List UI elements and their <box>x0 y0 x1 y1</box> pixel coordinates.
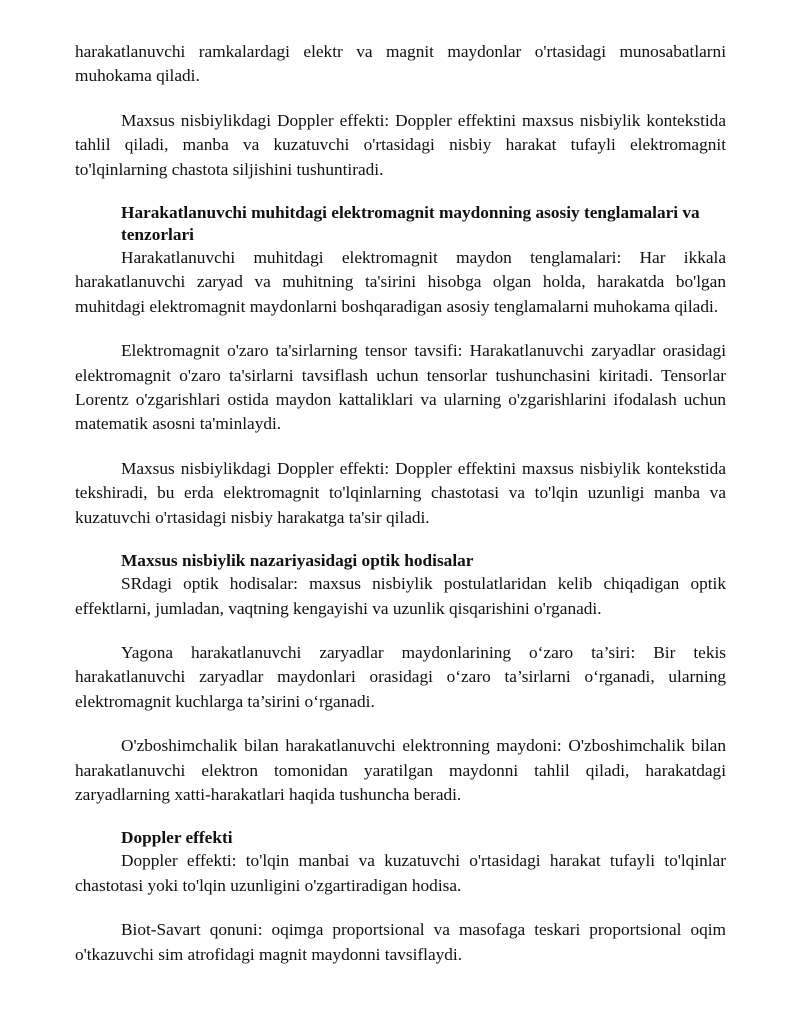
section-heading-doppler: Doppler effekti <box>121 828 233 848</box>
paragraph-doppler-sr-2: Maxsus nisbiylikdagi Doppler effekti: Doppler effektini maxsus nisbiylik kontekstida tekshiradi, bu erda elektromagnit to'lqinlarning chastotasi va to'lqin uzunligi manba va kuzatuvchi o'rtasidagi nisbiy harakatga ta'sir qiladi. <box>75 458 726 527</box>
paragraph-arbitrary-electron: O'zboshimchalik bilan harakatlanuvchi elektronning maydoni: O'zboshimchalik bilan harakatlanuvchi elektron tomonidan yaratilgan maydonni tahlil qiladi, harakatdagi zaryadlarning xatti-harakatlari haqida tushuncha beradi. <box>75 736 726 804</box>
paragraph-biot-savart: Biot-Savart qonuni: oqimga proportsional va masofaga teskari proportsional oqim o'tkazuvchi sim atrofidagi magnit maydonni tavsiflaydi. <box>75 920 726 964</box>
paragraph-doppler-definition: Doppler effekti: to'lqin manbai va kuzatuvchi o'rtasidagi harakat tufayli to'lqinlar chastotasi yoki to'lqin uzunligini o'zgartiradigan hodisa. <box>75 851 726 895</box>
paragraph-uniform-charges: Yagona harakatlanuvchi zaryadlar maydonlarining o‘zaro ta’siri: Bir tekis harakatlanuvchi zaryadlar maydonlari orasidagi o‘zaro ta’sirlarni o‘rganadi, ularning elektromagnit kuchlarga ta’sirini o‘rganadi. <box>75 642 726 711</box>
paragraph-sr-optics: SRdagi optik hodisalar: maxsus nisbiylik postulatlaridan kelib chiqadigan optik effektlarni, jumladan, vaqtning kengayishi va uzunlik qisqarishini o'rganadi. <box>75 574 726 618</box>
section-heading-optical-phenomena: Maxsus nisbiylik nazariyasidagi optik hodisalar <box>121 551 474 571</box>
paragraph-continuation: harakatlanuvchi ramkalardagi elektr va magnit maydonlar o'rtasidagi munosabatlarni muhokama qiladi. <box>75 42 726 86</box>
section-heading-moving-media: Harakatlanuvchi muhitdagi elektromagnit maydonning asosiy tenglamalari va tenzorlari <box>121 203 700 245</box>
paragraph-tensor-description: Elektromagnit o'zaro ta'sirlarning tensor tavsifi: Harakatlanuvchi zaryadlar orasidagi elektromagnit o'zaro ta'sirlarni tavsiflash uchun tensorlar tushunchasini kiritadi. Tensorlar Lorentz o'zgarishlari ostida maydon kattaliklari va ularning o'zgarishlarini ifodalash uchun matematik asosni ta'minlaydi. <box>75 341 726 434</box>
paragraph-doppler-sr: Maxsus nisbiylikdagi Doppler effekti: Doppler effektini maxsus nisbiylik kontekstida tahlil qiladi, manba va kuzatuvchi o'rtasidagi nisbiy harakat tufayli elektromagnit to'lqinlarning chastota siljishini tushuntiradi. <box>75 110 726 179</box>
paragraph-field-equations: Harakatlanuvchi muhitdagi elektromagnit maydon tenglamalari: Har ikkala harakatlanuvchi zaryad va muhitning ta'sirini hisobga olgan holda, harakatda bo'lgan muhitdagi elektromagnit maydonlarni boshqaradigan asosiy tenglamalarni muhokama qiladi. <box>75 248 726 316</box>
